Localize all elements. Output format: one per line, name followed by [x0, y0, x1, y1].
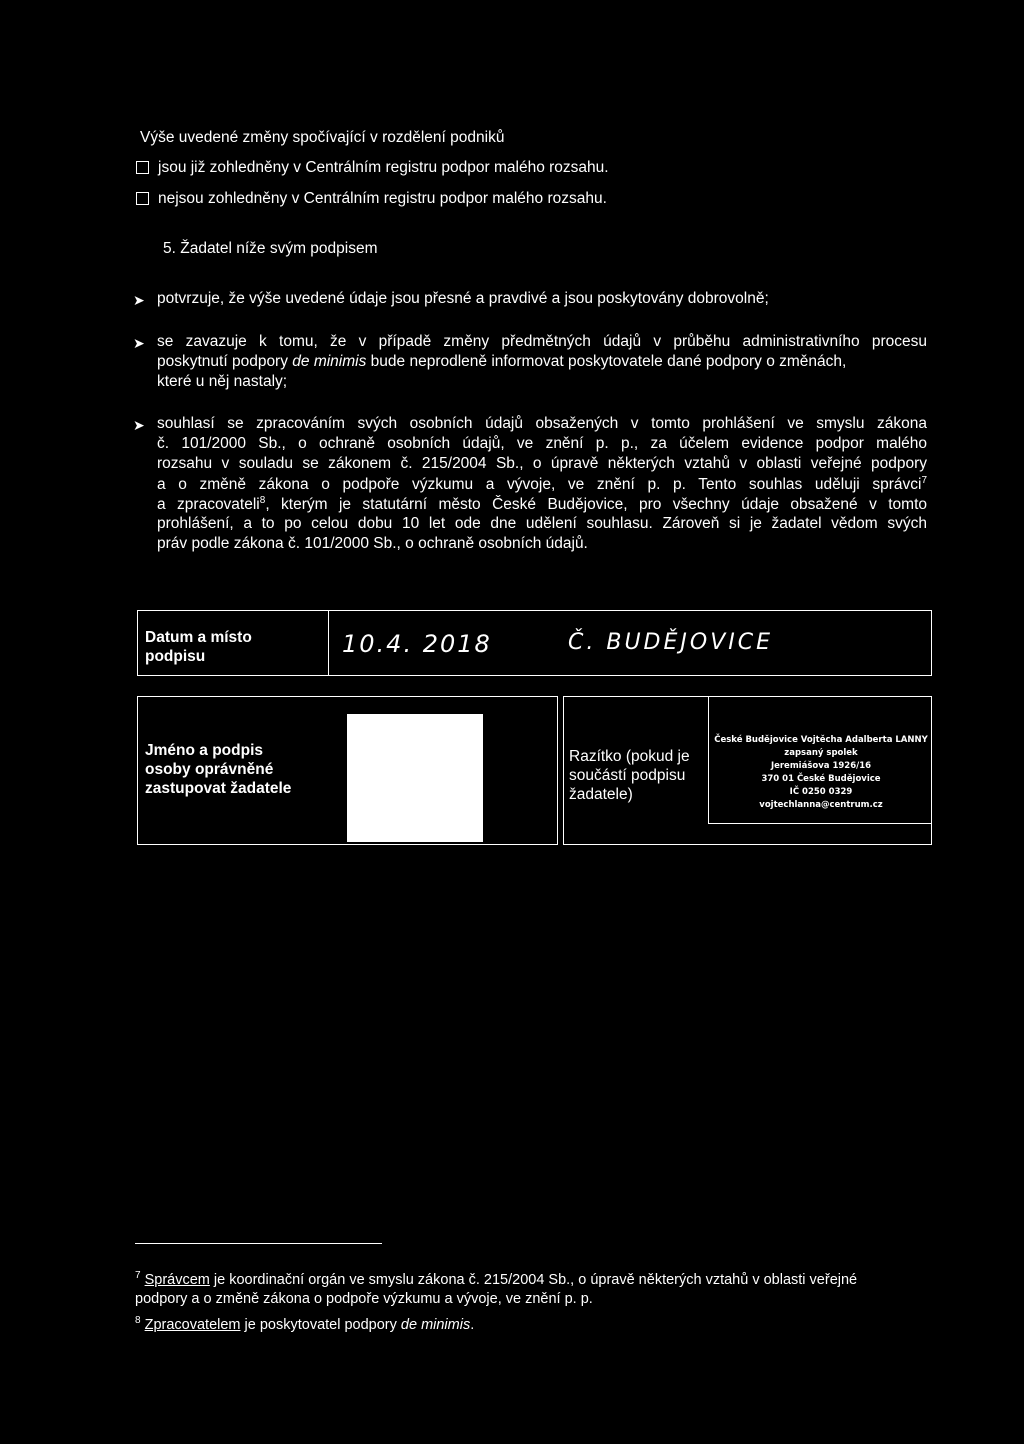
footnote-8	[135, 1311, 474, 1335]
label-line: osoby oprávněné	[145, 761, 274, 778]
footnote-ref: 8	[259, 495, 266, 506]
label-line: Jméno a podpis	[145, 742, 263, 759]
date-place-label	[145, 628, 252, 666]
organization-stamp	[712, 734, 930, 812]
label-line: žadatele)	[569, 786, 633, 803]
bullet-commit-line-2	[157, 353, 846, 371]
signatory-label	[145, 741, 291, 798]
label-line: Datum a místo	[145, 629, 252, 646]
footnote-text: podpory a o změně zákona o podpoře výzkumu a vývoje, ve znění p. p.	[135, 1290, 593, 1307]
bullet-consent-line-7: práv podle zákona č. 101/2000 Sb., o ochraně osobních údajů.	[157, 535, 588, 552]
bullet-commit-line-1: se zavazuje k tomu, že v případě změny předmětných údajů v průběhu administrativního procesu	[157, 333, 927, 350]
text-segment: a zpracovateli	[157, 496, 260, 514]
checkbox-option-2[interactable]	[136, 190, 607, 208]
bullet-consent-line-1: souhlasí se zpracováním svých osobních údajů obsažených v tomto prohlášení ve smyslu zákona	[157, 415, 927, 432]
stamp-line: České Budějovice Vojtěcha Adalberta LANNY	[714, 735, 928, 745]
text-segment: , kterým je statutární město České Budějovice, pro všechny údaje obsažené v tomto	[265, 496, 927, 514]
bullet-consent-line-2: č. 101/2000 Sb., o ochraně osobních údajů, ve znění p. p., za účelem evidence podpor malého	[157, 435, 927, 452]
label-line: Razítko (pokud je	[569, 748, 690, 765]
footnote-separator	[135, 1243, 382, 1244]
bullet-commit-line-3: které u něj nastaly;	[157, 373, 288, 390]
footnote-text: je poskytovatel podpory	[240, 1316, 401, 1333]
handwritten-date[interactable]: 10.4. 2018	[342, 630, 492, 658]
bullet-consent-line-4	[157, 475, 927, 494]
arrow-bullet-icon: ➤	[133, 335, 145, 351]
footnote-ref: 7	[921, 475, 927, 486]
bullet-consent-line-3: rozsahu v souladu se zákonem č. 215/2004 Sb., o úpravě některých vztahů v oblasti veřejné podpory	[157, 455, 927, 472]
footnote-term: Zpracovatelem	[144, 1316, 241, 1333]
label-line: součástí podpisu	[569, 767, 686, 784]
stamp-line: zapsaný spolek	[784, 748, 858, 758]
checkbox-label: jsou již zohledněny v Centrálním registru podpor malého rozsahu.	[158, 159, 609, 176]
bullet-confirm: potvrzuje, že výše uvedené údaje jsou přesné a pravdivé a jsou poskytovány dobrovolně;	[157, 290, 769, 307]
stamp-line: 370 01 České Budějovice	[761, 774, 881, 784]
section-5-heading: 5. Žadatel níže svým podpisem	[163, 240, 378, 257]
stamp-line: Jeremiášova 1926/16	[770, 761, 872, 771]
footnote-number: 8	[135, 1315, 141, 1326]
handwritten-place[interactable]: Č. BUDĚJOVICE	[568, 630, 773, 655]
text-segment: poskytnutí podpory	[157, 353, 293, 370]
footnote-text: .	[470, 1316, 475, 1333]
bullet-consent-line-6: prohlášení, a to po celou dobu 10 let ode dne udělení souhlasu. Zároveň si je žadatel vědom svých	[157, 515, 927, 532]
footnote-7	[135, 1266, 857, 1309]
section-intro: Výše uvedené změny spočívající v rozdělení podniků	[140, 129, 505, 146]
footnote-text: je koordinační orgán ve smyslu zákona č. 215/2004 Sb., o úpravě některých vztahů v oblasti veřejné	[209, 1271, 858, 1288]
checkbox-icon[interactable]	[136, 161, 149, 174]
footnote-number: 7	[135, 1270, 141, 1281]
text-segment: a o změně zákona o podpoře výzkumu a vývoje, ve znění p. p. Tento souhlas uděluji správci	[157, 476, 922, 494]
checkbox-label: nejsou zohledněny v Centrálním registru podpor malého rozsahu.	[158, 190, 607, 207]
stamp-label	[569, 747, 690, 804]
checkbox-option-1[interactable]	[136, 159, 609, 177]
footnote-term: Správcem	[144, 1271, 210, 1288]
label-line: zastupovat žadatele	[145, 780, 292, 797]
arrow-bullet-icon: ➤	[133, 292, 145, 308]
stamp-line: IČ 0250 0329	[789, 787, 853, 797]
bullet-consent-line-5	[157, 495, 927, 514]
arrow-bullet-icon: ➤	[133, 417, 145, 433]
stamp-line: vojtechlanna@centrum.cz	[759, 800, 883, 810]
italic-term: de minimis	[292, 353, 367, 370]
label-line: podpisu	[145, 648, 206, 665]
text-segment: bude neprodleně informovat poskytovatele dané podpory o změnách,	[366, 353, 847, 370]
checkbox-icon[interactable]	[136, 192, 149, 205]
signature-area[interactable]	[347, 714, 483, 842]
italic-term: de minimis	[400, 1316, 471, 1333]
